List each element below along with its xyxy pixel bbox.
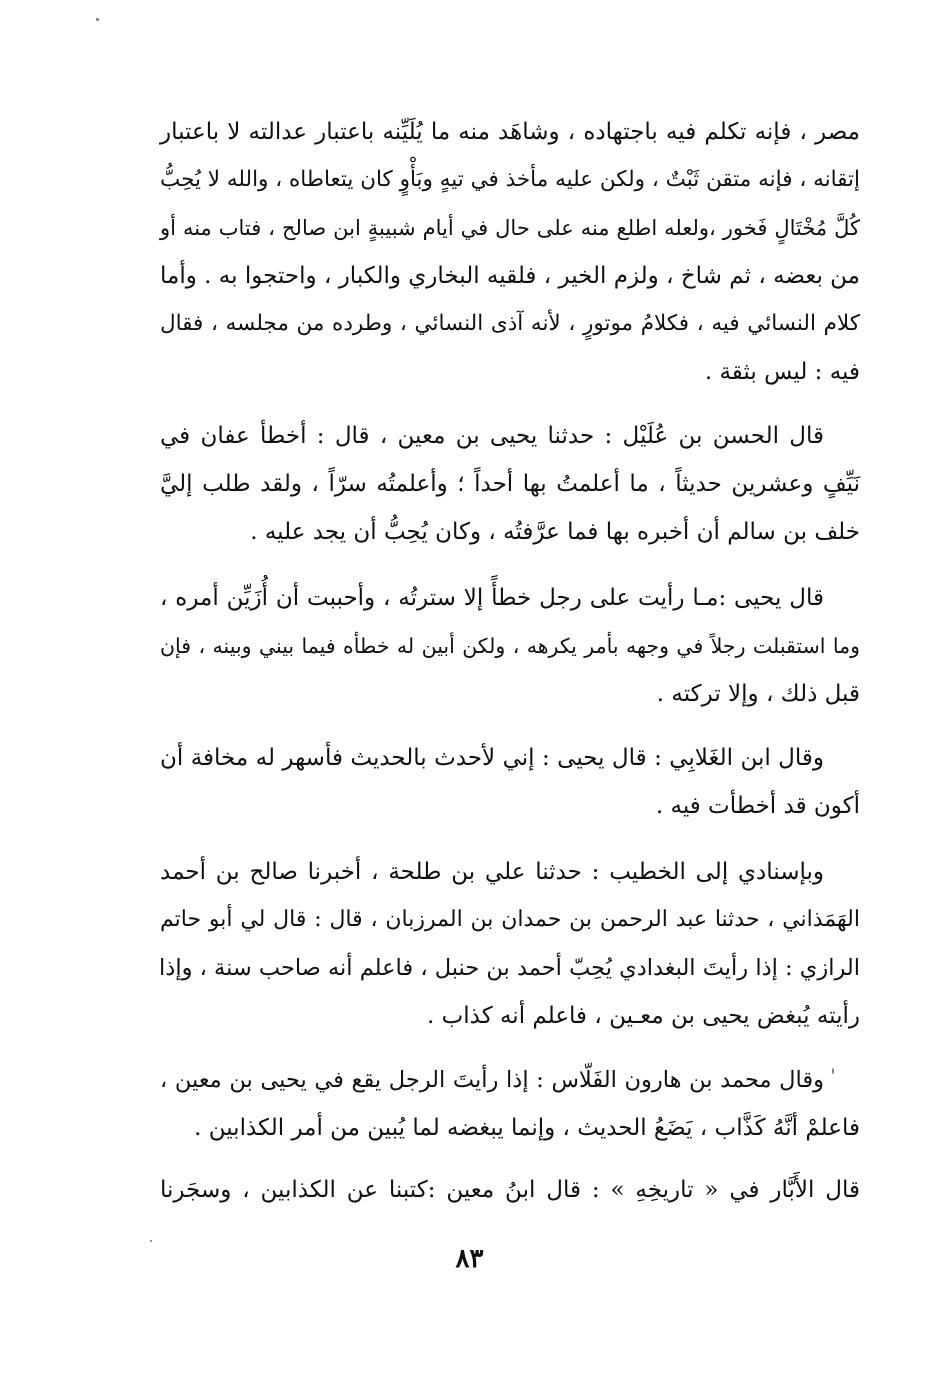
text-line: فاعلمْ أنَّهُ كَذَّاب ، يَضَعُ الحديث ، وإنما يبغضه لما يُبين من أمر الكذابين . xyxy=(194,1115,860,1141)
paragraph-2 xyxy=(160,412,860,556)
text-line: وقال محمد بن هارون الفَلّاس : إذا رأيتَ الرجل يقع في يحيى بن معين ، xyxy=(160,1067,824,1093)
text-line: نَيِّفٍ وعشرين حديثاً ، ما أعلمتُ بها أحداً ؛ وأعلمتُه سرّاً ، ولقد طلب إليَّ xyxy=(160,471,860,497)
text-line: كلام النسائي فيه ، فكلامُ موتورٍ ، لأنه آذى النسائي ، وطرده من مجلسه ، فقال xyxy=(160,311,860,336)
text-line: قال الحسن بن عُلَيْل : حدثنا يحيى بن معين ، قال : أخطأ عفان في xyxy=(160,423,824,449)
text-line: خلف بن سالم أن أخبره بها فما عرَّفتُه ، وكان يُحِبُّ أن يجد عليه . xyxy=(250,519,860,545)
paragraph-4 xyxy=(160,734,860,830)
text-line: وما استقبلت رجلاً في وجهه بأمر يكرهه ، ولكن أبين له خطأه فيما بيني وبينه ، فإن xyxy=(160,634,860,658)
text-line: إتقانه ، فإنه متقن ثَبْتٌ ، ولكن عليه مأخذ في تيهٍ وبَأْوٍ كان يتعاطاه ، والله لا يُحِبُّ xyxy=(159,167,860,192)
text-line: رأيته يُبغض يحيى بن معـين ، فاعلم أنه كذاب . xyxy=(426,1003,860,1029)
scan-speck xyxy=(150,1240,152,1242)
page-body xyxy=(160,108,860,1214)
text-line: مصر ، فإنه تكلم فيه باجتهاده ، وشاهَد منه ما يُلَيِّنه باعتبار عدالته لا باعتبار xyxy=(160,119,860,145)
text-line: فيه : ليس بثقة . xyxy=(704,359,860,385)
paragraph-1 xyxy=(160,108,860,396)
scan-speck xyxy=(96,18,99,21)
text-line: وقال ابن الغَلابِي : قال يحيى : إني لأحدث بالحديث فأسهر له مخافة أن xyxy=(160,745,824,771)
scan-speck xyxy=(832,1068,834,1074)
paragraph-7 xyxy=(160,1166,860,1214)
text-line: قال الأَبَّار في « تاريخِهِ » : قال ابنُ معين :كتبنا عن الكذابين ، وسجَرنا xyxy=(160,1177,860,1203)
text-line: الرازي : إذا رأيتَ البغدادي يُحِبّ أحمد بن حنبل ، فاعلم أنه صاحب سنة ، وإذا xyxy=(159,955,860,981)
text-line: أكون قد أخطأت فيه . xyxy=(655,793,860,819)
page-number: ٨٣ xyxy=(455,1244,484,1274)
text-line: الهَمَذاني ، حدثنا عبد الرحمن بن حمدان بن المرزبان ، قال : قال لي أبو حاتم xyxy=(160,907,860,932)
paragraph-5 xyxy=(160,848,860,1040)
text-line: من بعضه ، ثم شاخ ، ولزم الخير ، فلقيه البخاري والكبار ، واحتجوا به . وأما xyxy=(160,263,860,289)
text-line: قال يحيى :مـا رأيت على رجل خطأً إلا سترتُه ، وأحببت أن أُزَيِّن أمره ، xyxy=(160,585,824,611)
text-line: قبل ذلك ، وإلا تركته . xyxy=(656,681,860,707)
text-line: كُلَّ مُخْتَالٍ فَخور ،ولعله اطلع منه على حال في أيام شبيبةٍ ابن صالح ، فتاب منه أو xyxy=(160,216,860,240)
paragraph-6 xyxy=(160,1056,860,1152)
paragraph-3 xyxy=(160,574,860,718)
text-line: وبإسنادي إلى الخطيب : حدثنا علي بن طلحة ، أخبرنا صالح بن أحمد xyxy=(160,859,824,885)
